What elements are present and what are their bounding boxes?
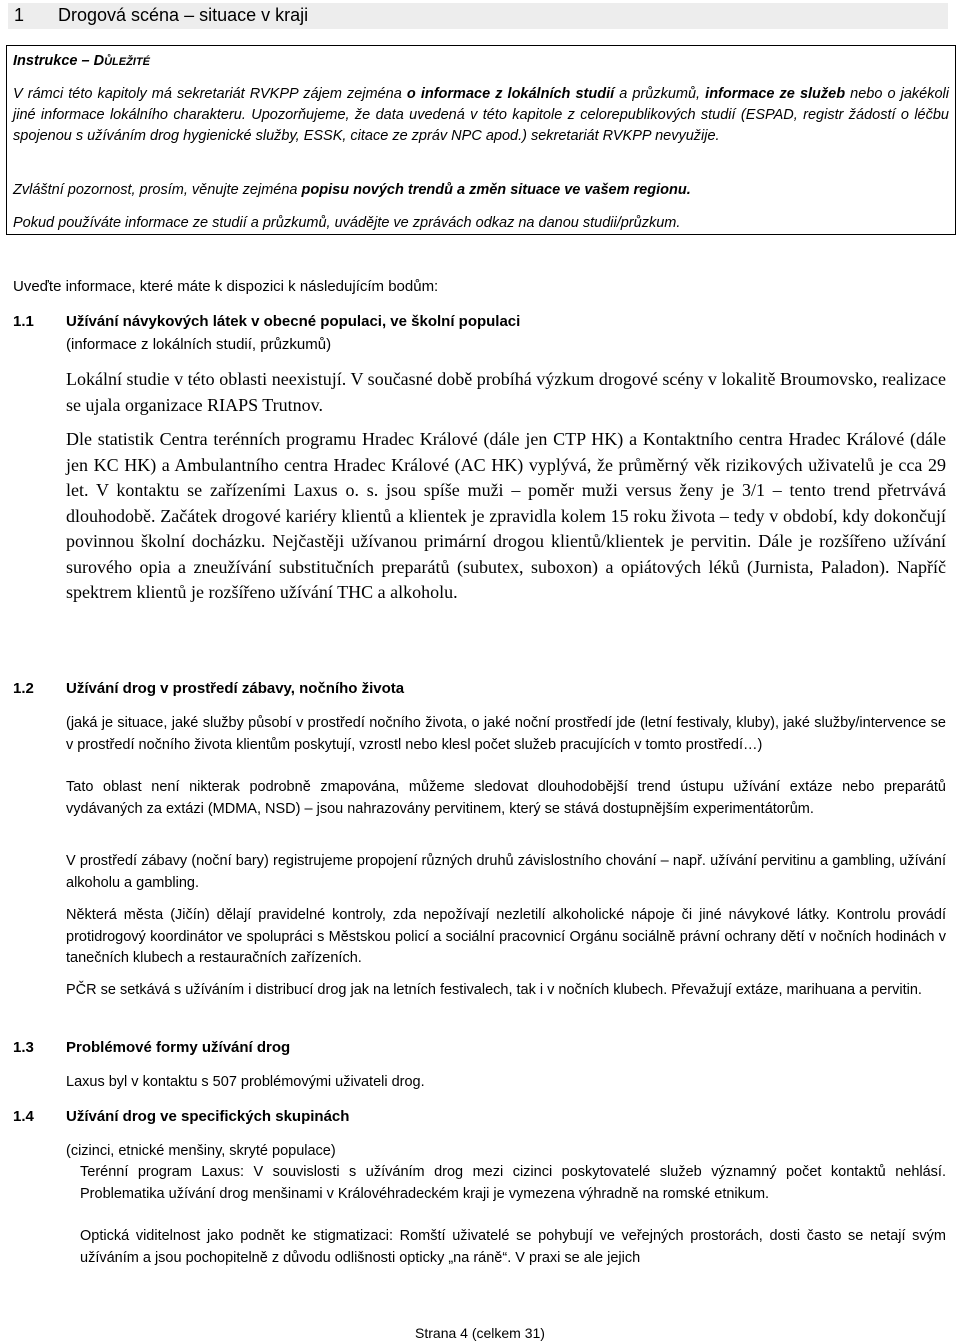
section-1-4-title: Užívání drog ve specifických skupinách	[66, 1108, 350, 1125]
section-1-1-paragraph-2: Dle statistik Centra terénních programu Hradec Králové (dále jen CTP HK) a Kontaktního centra Hradec Králové (dále jen KC HK) a Ambulantního centra Hradec Králové (AC HK) vyplývá, že průměrný věk rizikových uživatelů je cca 29 let. V kontaktu se zařízeními Laxus o. s. jsou spíše muži – poměr muži versus ženy je 3/1 – tento trend přetrvává dlouhodobě. Začátek drogové kariéry klientů a klientek je zpravidla kolem 15 roku života – tedy v období, kdy dokončují povinnou školní docházku. Nejčastěji užívanou primární drogou klientů/klientek je pervitin. Dále je rozšířeno užívání surového opia a zneužívání substitučních preparátů (subutex, suboxon) a opiátových léků (Jurnista, Paladon). Napříč spektrem klientů je rozšířeno užívání THC a alkoholu.	[66, 429, 946, 602]
section-1-2-paragraph-2: Tato oblast není nikterak podrobně zmapována, můžeme sledovat dlouhodobější trend ústupu užívání extáze nebo preparátů vydávaných za extázi (MDMA, NSD) – jsou nahrazovány pervitinem, který se stává dostupnějším experimentátorům.	[66, 779, 946, 817]
section-1-1-number: 1.1	[13, 313, 34, 330]
section-1-4-number: 1.4	[13, 1108, 34, 1125]
instructions-paragraph-1: V rámci této kapitoly má sekretariát RVKPP zájem zejména o informace z lokálních studií a průzkumů, informace ze služeb nebo o jakékoli jiné informace lokálního charakteru. Upozorňujeme, že data uvedená v této kapitole z celorepublikových studií (ESPAD, registr žádostí o léčbu spojenou s užíváním drog hygienické služby, ESSK, citace ze zpráv NPC apod.) sekretariát RVKPP nevyužije.	[13, 86, 950, 144]
section-1-3-title: Problémové formy užívání drog	[66, 1039, 291, 1056]
instructions-paragraph-2: Zvláštní pozornost, prosím, věnujte zejména popisu nových trendů a změn situace ve vašem regionu.	[13, 182, 691, 198]
section-1-1-title: Užívání návykových látek v obecné populaci, ve školní populaci	[66, 313, 521, 330]
section-1-4-paragraph-2: Optická viditelnost jako podnět ke stigmatizaci: Romští uživatelé se pohybují ve veřejných prostorách, dosti často se netají svým užíváním a jsou pochopitelně z důvodu odlišnosti opticky „na ráně“. V praxi se ale jejich	[80, 1228, 946, 1266]
instructions-paragraph-3: Pokud používáte informace ze studií a průzkumů, uvádějte ve zprávách odkaz na danou studii/průzkum.	[13, 215, 681, 231]
section-1-2-title: Užívání drog v prostředí zábavy, nočního života	[66, 680, 405, 697]
section-1-4-subtitle: (cizinci, etnické menšiny, skryté populace)	[66, 1143, 336, 1159]
instructions-title: Instrukce – DŮLEŽITÉ	[13, 53, 150, 69]
section-1-2-number: 1.2	[13, 680, 34, 697]
chapter-number: 1	[14, 5, 25, 25]
section-1-3-number: 1.3	[13, 1039, 34, 1056]
intro-text: Uveďte informace, které máte k dispozici k následujícím bodům:	[13, 278, 439, 295]
section-1-3-paragraph-1: Laxus byl v kontaktu s 507 problémovými uživateli drog.	[66, 1074, 425, 1090]
section-1-4-paragraph-1: Terénní program Laxus: V souvislosti s užíváním drog mezi cizinci poskytovatelé služeb významný počet kontaktů nehlásí. Problematika užívání drog menšinami v Královéhradeckém kraji je vymezena výhradně na romské etnikum.	[80, 1164, 946, 1202]
section-1-1-subtitle: (informace z lokálních studií, průzkumů)	[66, 336, 332, 353]
section-1-1-paragraph-1: Lokální studie v této oblasti neexistují. V současné době probíhá výzkum drogové scény v lokalitě Broumovsko, realizace se ujala organizace RIAPS Trutnov.	[66, 369, 946, 415]
section-1-2-paragraph-5: PČR se setkává s užíváním i distribucí drog jak na letních festivalech, tak i v nočních klubech. Převažují extáze, marihuana a pervitin.	[66, 982, 922, 998]
chapter-title: Drogová scéna – situace v kraji	[58, 5, 309, 25]
section-1-2-paragraph-3: V prostředí zábavy (noční bary) registrujeme propojení různých druhů závislostního chování – např. užívání pervitinu a gambling, užívání alkoholu a gambling.	[66, 853, 946, 891]
page-footer: Strana 4 (celkem 31)	[415, 1325, 545, 1341]
section-1-2-paragraph-1: (jaká je situace, jaké služby působí v prostředí nočního života, o jaké noční prostředí jde (letní festivaly, kluby), jaké služby/intervence se v prostředí nočního života klientům poskytují, vzrostl nebo klesl počet služeb pracujících v tomto prostředí…)	[66, 715, 946, 753]
section-1-2-paragraph-4: Některá města (Jičín) dělají pravidelné kontroly, zda nepožívají nezletilí alkoholické nápoje či jiné návykové látky. Kontrolu provádí protidrogový koordinátor ve spolupráci s Městskou policí a sociální pracovnicí Orgánu sociálně právní ochrany dětí v nočních hodinách v tanečních klubech a restauračních zařízeních.	[66, 907, 946, 966]
